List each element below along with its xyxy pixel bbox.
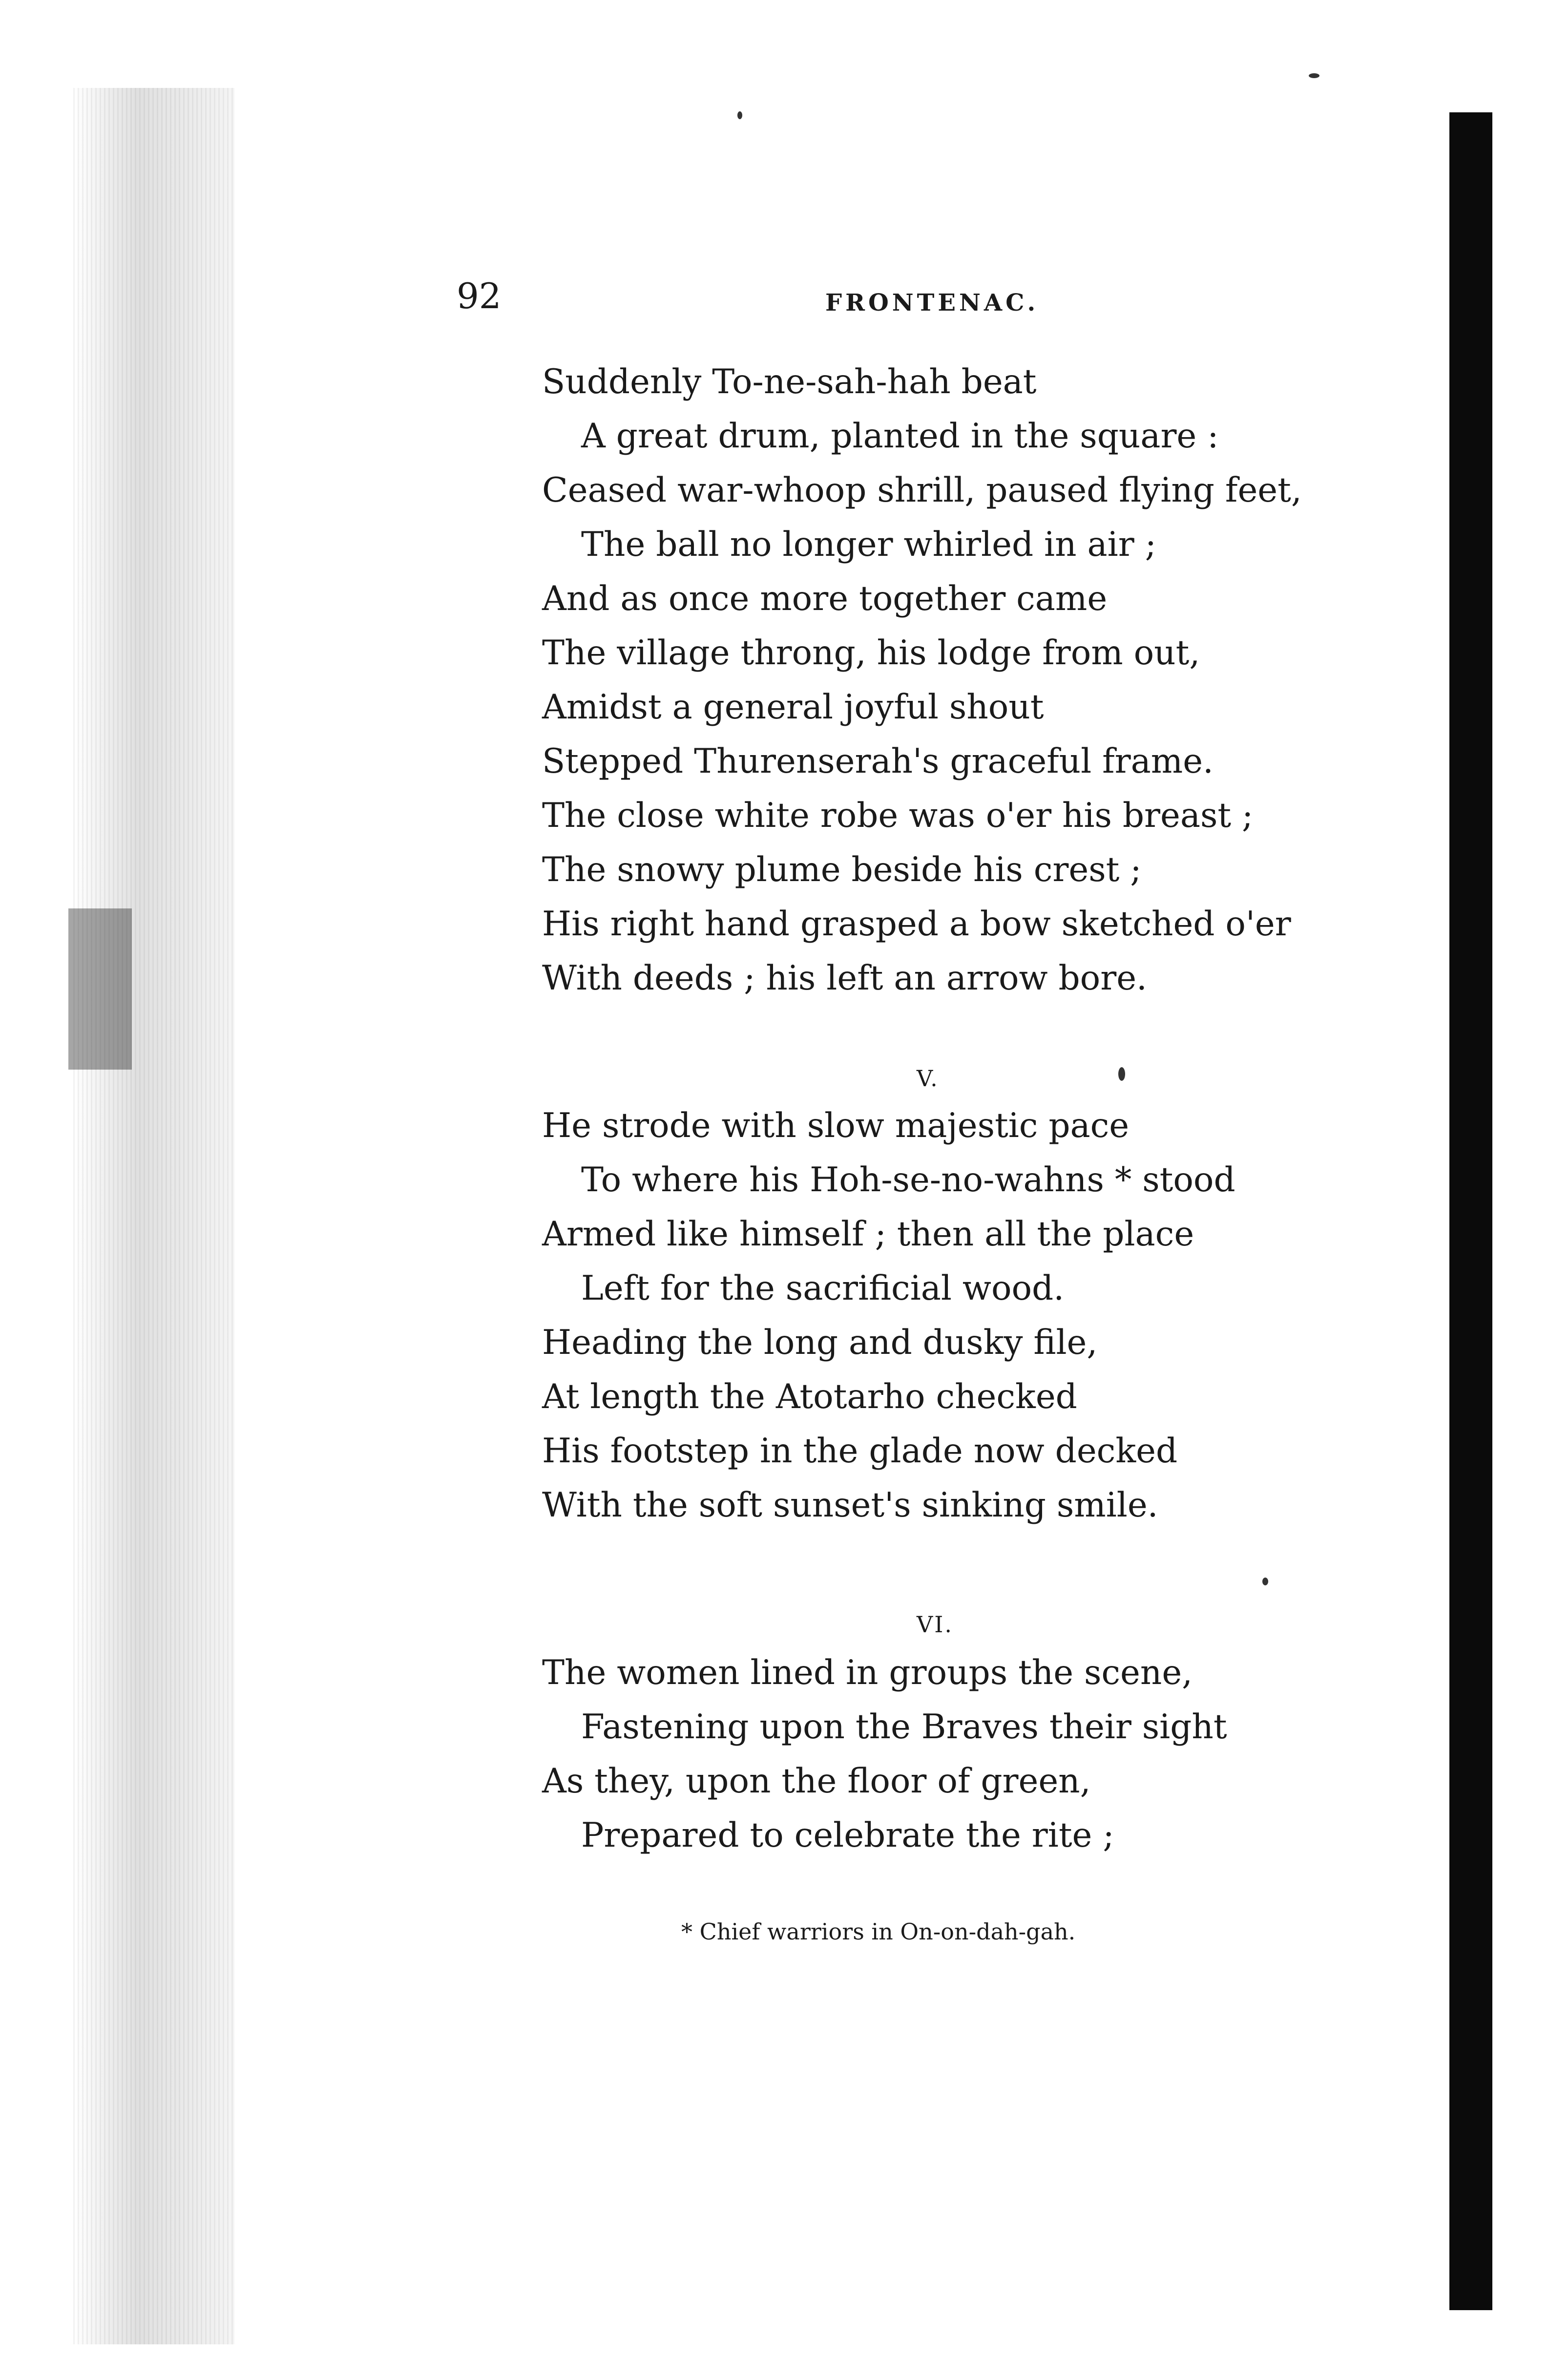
verse-line: A great drum, planted in the square : (581, 417, 1219, 456)
stanza-number: V. (917, 1065, 939, 1092)
verse-line: To where his Hoh-se-no-wahns * stood (581, 1160, 1235, 1200)
verse-line: The snowy plume beside his crest ; (542, 850, 1142, 889)
verse-line: Suddenly To-ne-sah-hah beat (542, 362, 1037, 401)
scan-speck (1118, 1067, 1125, 1081)
page-edge-shadow (1449, 112, 1492, 2310)
verse-line: With the soft sunset's sinking smile. (542, 1486, 1158, 1525)
verse-line: The ball no longer whirled in air ; (581, 525, 1156, 564)
stanza-iv-continuation (542, 355, 1421, 1006)
page-number: 92 (457, 275, 502, 316)
verse-line: Prepared to celebrate the rite ; (581, 1816, 1114, 1855)
verse-line: He strode with slow majestic pace (542, 1106, 1130, 1145)
scan-speck (1309, 73, 1319, 78)
verse-line: Fastening upon the Braves their sight (581, 1707, 1227, 1747)
running-head: FRONTENAC. (825, 289, 1039, 316)
verse-line: With deeds ; his left an arrow bore. (542, 959, 1147, 998)
verse-line: His right hand grasped a bow sketched o'er (542, 905, 1291, 944)
verse-line: The village throng, his lodge from out, (542, 633, 1200, 673)
stanza-number: VI. (917, 1611, 954, 1638)
verse-line: His footstep in the glade now decked (542, 1432, 1178, 1471)
stanza-vi (542, 1646, 1421, 1863)
verse-line: Amidst a general joyful shout (542, 688, 1044, 727)
stanza-v (542, 1099, 1421, 1533)
scanned-binding-gutter (73, 88, 234, 2344)
verse-line: The women lined in groups the scene, (542, 1653, 1193, 1692)
footnote: * Chief warriors in On-on-dah-gah. (681, 1918, 1076, 1945)
verse-line: As they, upon the floor of green, (542, 1762, 1091, 1801)
scan-speck (1262, 1578, 1268, 1585)
verse-line: Heading the long and dusky file, (542, 1323, 1098, 1362)
verse-line: Stepped Thurenserah's graceful frame. (542, 742, 1214, 781)
verse-line: At length the Atotarho checked (542, 1377, 1077, 1416)
verse-line: And as once more together came (542, 579, 1108, 618)
verse-line: The close white robe was o'er his breast ; (542, 796, 1254, 835)
verse-line: Armed like himself ; then all the place (542, 1215, 1194, 1254)
binding-shadow (68, 908, 132, 1070)
verse-line: Left for the sacrificial wood. (581, 1269, 1065, 1308)
verse-line: Ceased war-whoop shrill, paused flying feet, (542, 471, 1302, 510)
scan-speck (737, 111, 742, 119)
